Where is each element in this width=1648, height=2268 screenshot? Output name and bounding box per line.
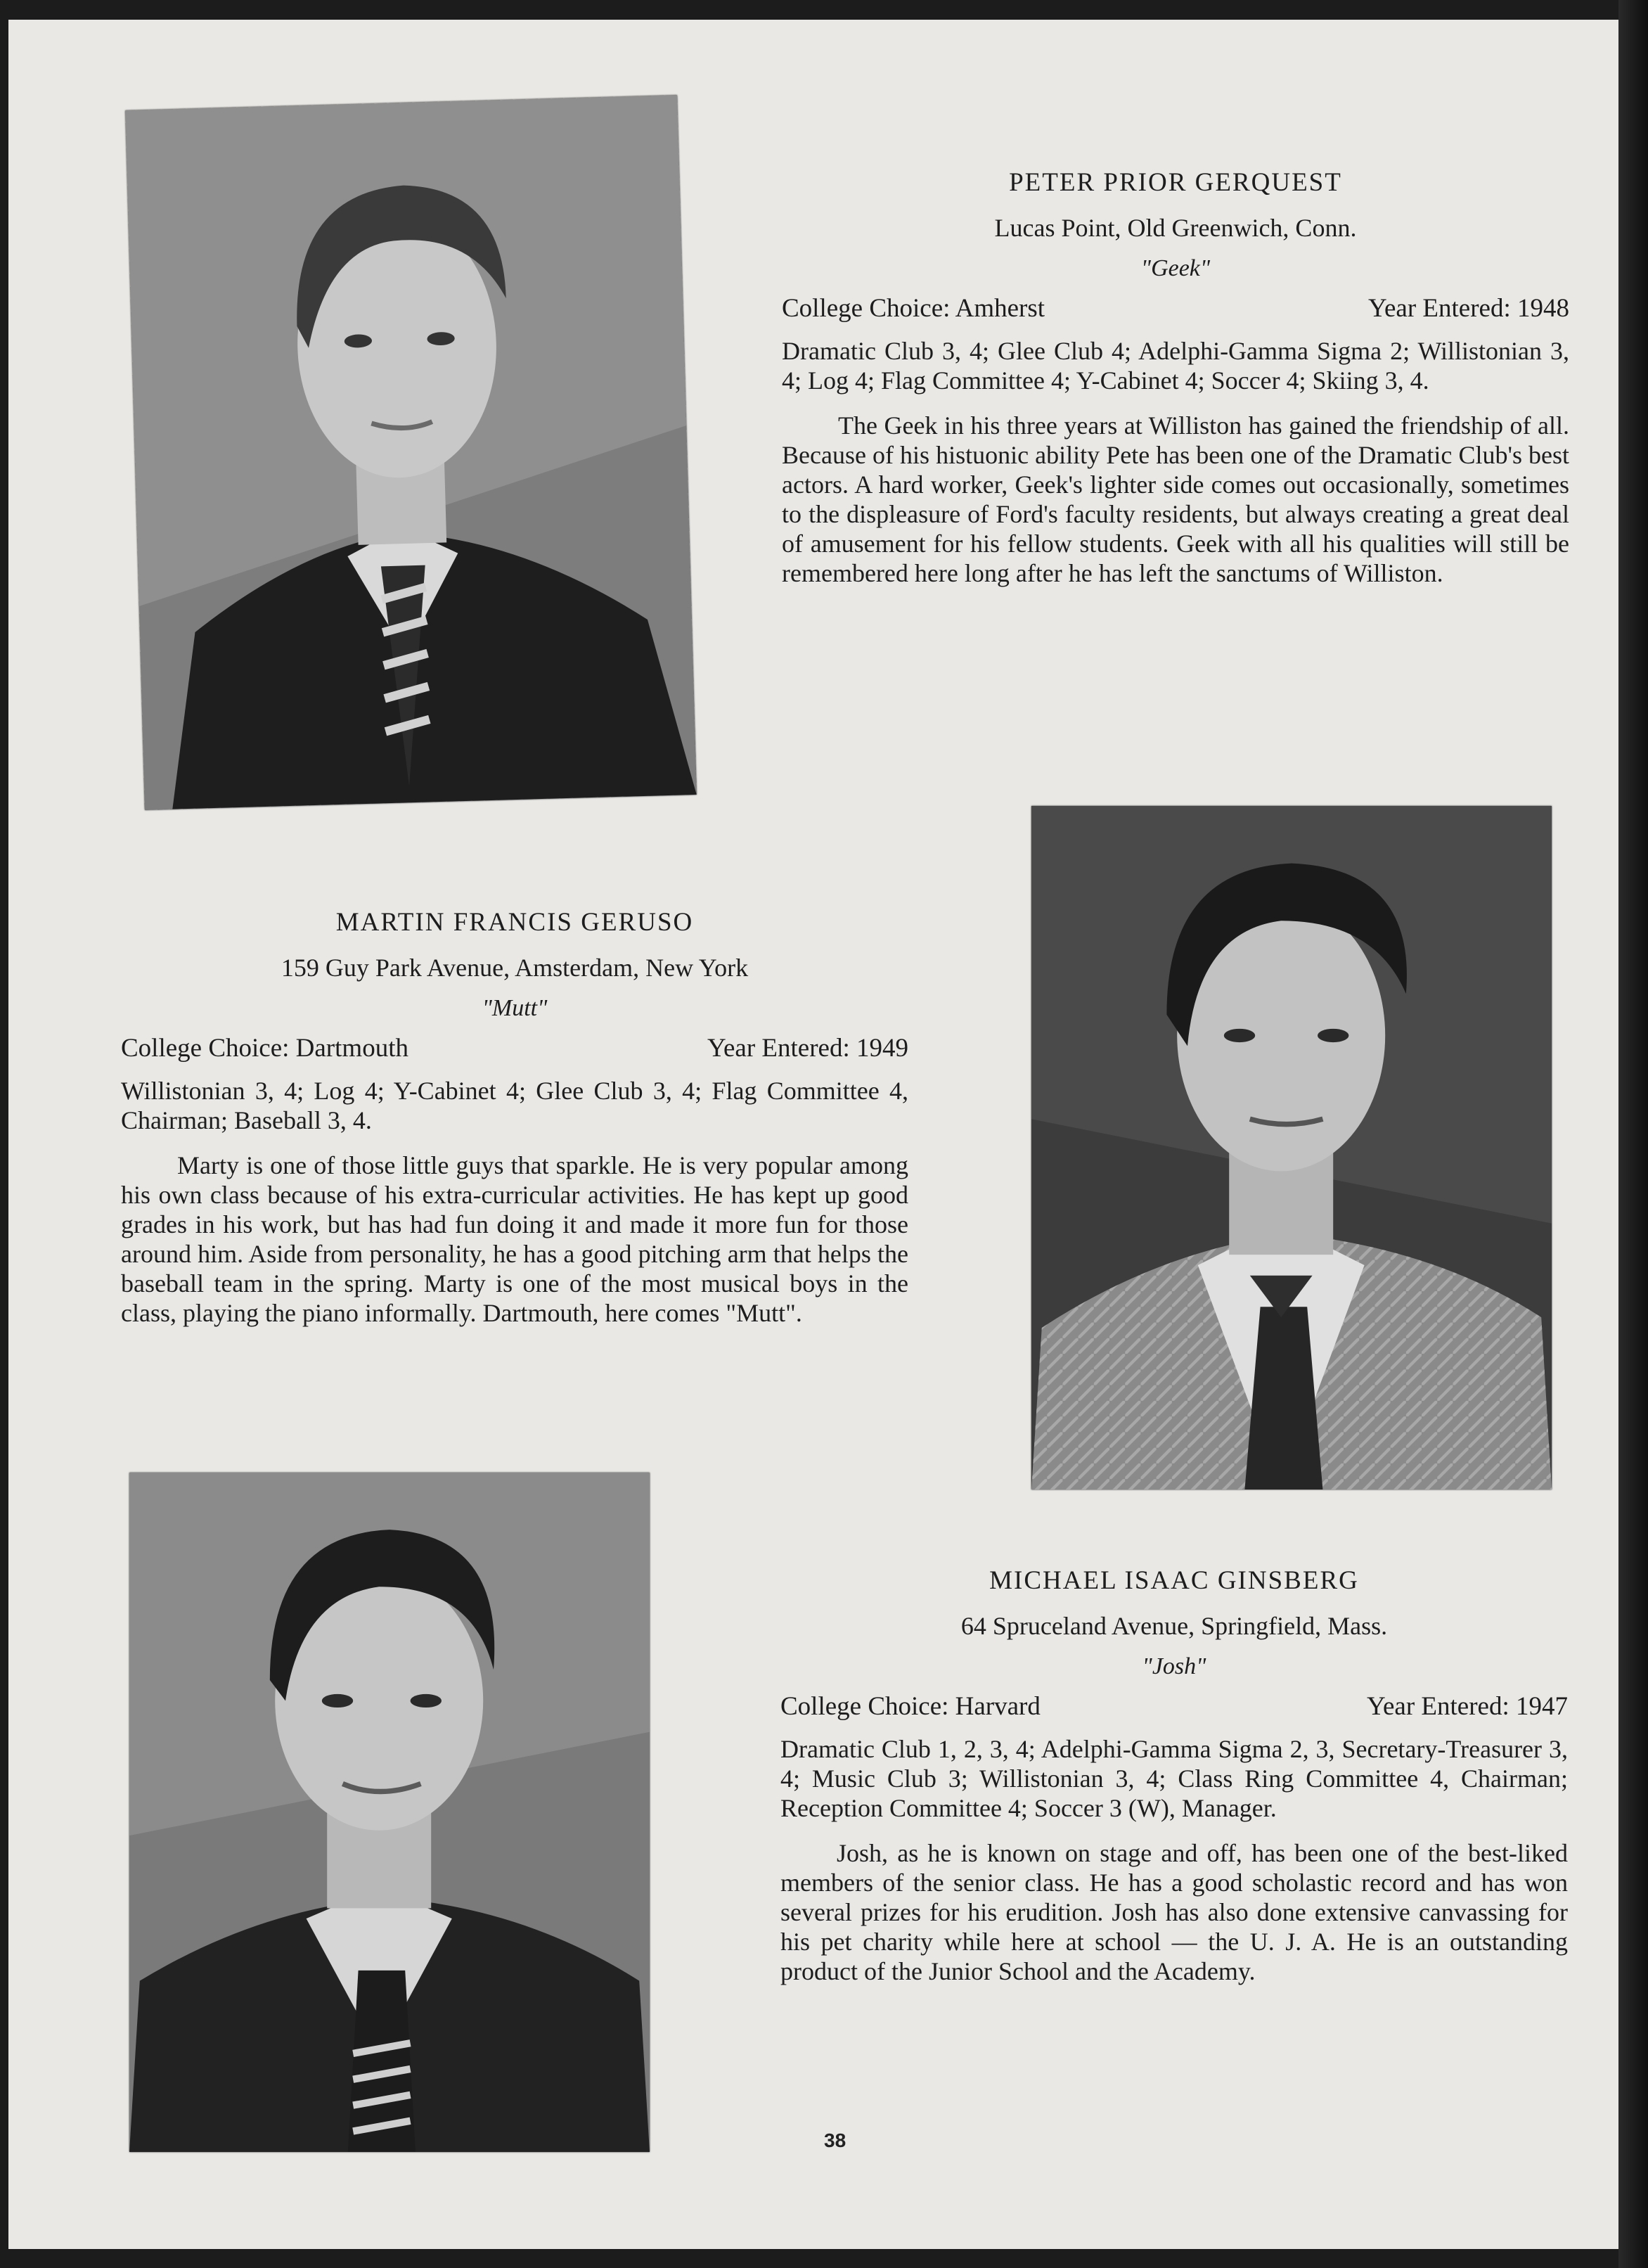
student-activities: Willistonian 3, 4; Log 4; Y-Cabinet 4; Glee Club 3, 4; Flag Committee 4, Chairman; Baseball 3, 4. — [121, 1077, 908, 1134]
college-choice: College Choice: Amherst — [782, 294, 1045, 323]
portrait-silhouette — [129, 1473, 650, 2152]
student-name: MICHAEL ISAAC GINSBERG — [989, 1566, 1359, 1595]
portrait-silhouette — [125, 95, 696, 810]
student-name: MARTIN FRANCIS GERUSO — [335, 908, 694, 937]
bio-geruso — [121, 907, 908, 1328]
student-meta — [780, 1691, 1568, 1722]
student-story: Josh, as he is known on stage and off, has been one of the best-liked members of the senior class. He has a good scholastic record and has won several prizes for his erudition. Josh has also done extensive canvassing for his pet charity while here at school — the U. J. A. He is an outstanding product of the Junior School and the Academy. — [780, 1839, 1568, 1985]
portrait-photo-ginsberg — [129, 1473, 650, 2152]
student-story: The Geek in his three years at Williston has gained the friendship of all. Because of his histuonic ability Pete has been one of the Dramatic Club's best actors. A hard worker, Geek's lighter side comes out occasionally, sometimes to the displeasure of Ford's faculty residents, but always creating a great deal of amusement for his fellow students. Geek with all his qualities will still be remembered here long after he has left the sanctums of Williston. — [782, 411, 1569, 587]
student-nickname: "Geek" — [1140, 255, 1211, 281]
bio-gerquest — [782, 167, 1569, 588]
student-meta — [121, 1033, 908, 1063]
student-activities: Dramatic Club 1, 2, 3, 4; Adelphi-Gamma Sigma 2, 3, Secretary-Treasurer 3, 4; Music Club 3; Willistonian 3, 4; Class Ring Committee 4, Chairman; Reception Committee 4; Soccer 3 (W), Manager. — [780, 1735, 1568, 1822]
student-activities: Dramatic Club 3, 4; Glee Club 4; Adelphi-Gamma Sigma 2; Willistonian 3, 4; Log 4; Flag Committee 4; Y-Cabinet 4; Soccer 4; Skiing 3, 4. — [782, 337, 1569, 395]
college-choice: College Choice: Harvard — [780, 1692, 1041, 1721]
page-number: 38 — [824, 2129, 846, 2151]
student-address: 159 Guy Park Avenue, Amsterdam, New York — [281, 954, 749, 982]
student-story: Marty is one of those little guys that sparkle. He is very popular among his own class because of his extra-curricular activities. He has kept up good grades in his work, but has had fun doing it and made it more fun for those around him. Aside from personality, he has a good pitching arm that helps the baseball team in the spring. Marty is one of the most musical boys in the class, playing the piano informally. Dartmouth, here comes "Mutt". — [121, 1151, 908, 1327]
student-name: PETER PRIOR GERQUEST — [1009, 168, 1342, 197]
student-nickname: "Josh" — [1142, 1653, 1206, 1679]
student-meta — [782, 293, 1569, 323]
portrait-photo-gerquest — [125, 95, 696, 810]
yearbook-page — [8, 20, 1618, 2249]
year-entered: Year Entered: 1947 — [1366, 1692, 1568, 1721]
bio-ginsberg — [780, 1565, 1568, 1986]
college-choice: College Choice: Dartmouth — [121, 1034, 408, 1063]
portrait-photo-geruso — [1031, 806, 1552, 1489]
page-edge-shadow — [1618, 0, 1648, 2268]
year-entered: Year Entered: 1949 — [707, 1034, 908, 1063]
portrait-silhouette — [1031, 806, 1552, 1489]
year-entered: Year Entered: 1948 — [1367, 294, 1569, 323]
student-nickname: "Mutt" — [482, 995, 548, 1021]
student-address: 64 Spruceland Avenue, Springfield, Mass. — [960, 1612, 1388, 1640]
student-address: Lucas Point, Old Greenwich, Conn. — [994, 214, 1357, 242]
